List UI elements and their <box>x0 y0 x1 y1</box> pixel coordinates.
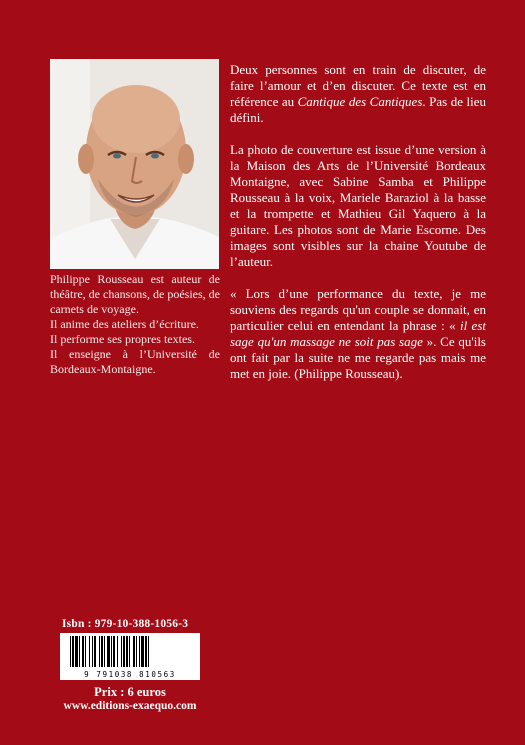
back-cover-text <box>230 62 486 398</box>
summary-paragraph-3 <box>230 286 486 382</box>
author-photo <box>50 59 219 269</box>
quote-text: « Lors d’une performance du texte, je me souviens des regards qu'un couple se donnait, en particulier celui en entendant la phrase : « <box>230 286 486 333</box>
isbn: Isbn : 979-10-388-1056-3 <box>62 618 189 630</box>
summary-paragraph-2: La photo de couverture est issue d’une version à la Maison des Arts de l’Université Bordeaux Montaigne, avec Sabine Samba et Philippe Rousseau à la voix, Mariele Baraziol à la basse et la trompette et Mathieu Gil Yaquero à la guitare. Les photos sont de Marie Escorne. Des images sont visibles sur la chaine Youtube de l’auteur. <box>230 142 486 269</box>
summary-text: . Pas de lieu défini. <box>230 94 487 125</box>
summary-text: Deux personnes sont en train de discuter, de faire l’amour et d’en discuter. Ce texte est en référence au <box>230 62 486 109</box>
bio-line: Il performe ses propres textes. <box>50 332 195 346</box>
summary-title-reference: Cantique des Cantiques <box>297 94 423 109</box>
barcode-icon <box>60 633 200 669</box>
barcode-digits: 9 791038 810563 <box>84 670 176 679</box>
bio-line: Il enseigne à l’Université de Bordeaux-Montaigne. <box>50 347 220 376</box>
quote-text: ». Ce qu'ils ont fait par la suite ne me regarde pas mais me met en joie. (Philippe Rousseau). <box>230 334 486 381</box>
author-portrait-icon <box>50 59 219 269</box>
author-bio <box>50 272 220 377</box>
bio-line: Philippe Rousseau est auteur de théâtre, de chansons, de poésies, de carnets de voyage. <box>50 272 220 316</box>
price: Prix : 6 euros <box>94 685 166 699</box>
barcode <box>60 633 200 680</box>
summary-paragraph-1 <box>230 62 486 126</box>
bio-line: Il anime des ateliers d’écriture. <box>50 317 199 331</box>
quote-phrase: il est sage qu'un massage ne soit pas sage <box>230 318 486 349</box>
website: www.editions-exaequo.com <box>63 700 197 712</box>
